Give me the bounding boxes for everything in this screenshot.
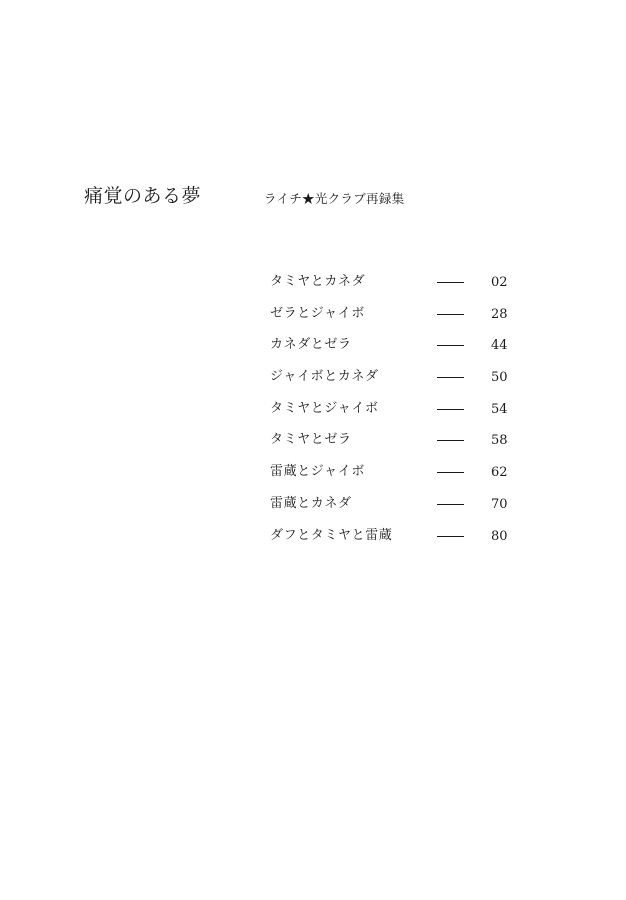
toc-entry-dash [437, 472, 464, 473]
toc-entry [270, 335, 510, 367]
toc-entry-title: 雷蔵とジャイボ [270, 464, 365, 480]
toc-entry-title: ゼラとジャイボ [270, 305, 365, 321]
toc-entry-dash [437, 440, 464, 441]
toc-entry-title: ダフとタミヤと雷蔵 [270, 527, 393, 543]
toc-entry-page: 54 [491, 401, 508, 417]
book-subtitle: ライチ★光クラブ再録集 [264, 191, 405, 206]
toc-entry-dash [437, 282, 464, 283]
toc-entry-page: 50 [491, 370, 508, 386]
toc-entry-page: 70 [491, 496, 508, 512]
toc-entry-dash [437, 377, 464, 378]
toc-entry [270, 494, 510, 526]
toc-entry-title: カネダとゼラ [270, 337, 352, 353]
toc-entry [270, 304, 510, 336]
toc-entry-page: 44 [491, 338, 508, 354]
toc-entry-page: 02 [491, 275, 508, 290]
toc-entry-dash [437, 536, 464, 537]
toc-entry [270, 430, 510, 462]
toc-entry-dash [437, 409, 464, 410]
toc-entry-page: 28 [491, 306, 508, 322]
toc-entry [270, 462, 510, 494]
table-of-contents [270, 272, 510, 557]
toc-entry-page: 58 [491, 433, 508, 449]
toc-entry-dash [437, 345, 464, 346]
toc-entry-dash [437, 314, 464, 315]
book-title: 痛覚のある夢 [84, 185, 202, 207]
toc-entry-dash [437, 504, 464, 505]
toc-entry-title: タミヤとゼラ [270, 432, 352, 448]
toc-entry-title: タミヤとジャイボ [270, 400, 379, 416]
toc-entry [270, 526, 510, 558]
toc-entry-title: 雷蔵とカネダ [270, 495, 352, 511]
toc-entry-page: 62 [491, 465, 508, 481]
toc-entry-title: タミヤとカネダ [270, 274, 366, 289]
toc-entry [270, 367, 510, 399]
toc-entry [270, 272, 510, 304]
toc-entry-title: ジャイボとカネダ [270, 369, 379, 385]
toc-entry [270, 399, 510, 431]
toc-entry-page: 80 [491, 528, 508, 544]
